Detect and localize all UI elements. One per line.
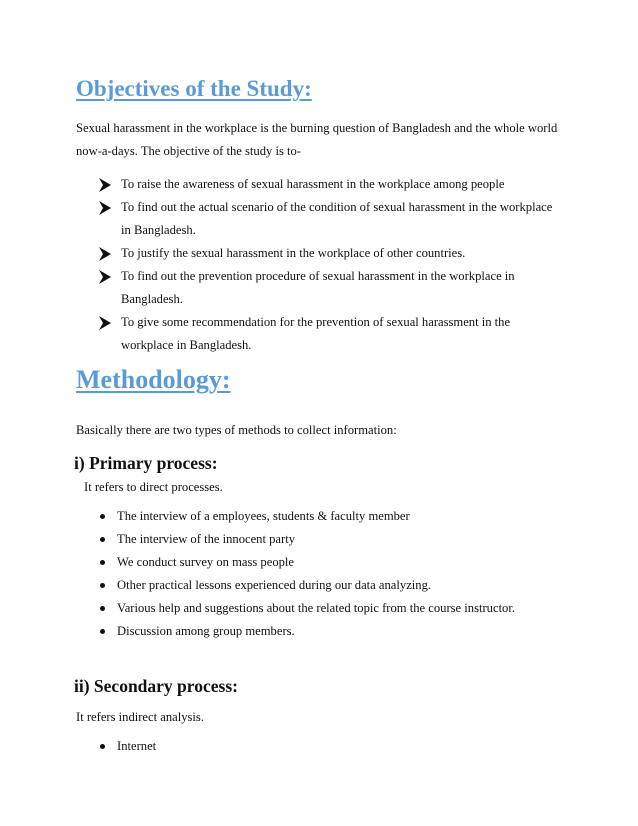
arrow-bullet-icon [98, 316, 111, 330]
bullet-dot-icon [100, 537, 105, 542]
arrow-bullet-icon [98, 201, 111, 215]
objective-item-4-cont: Bangladesh. [121, 292, 183, 306]
bullet-dot-icon [100, 744, 105, 749]
primary-item-3: We conduct survey on mass people [117, 555, 295, 569]
objectives-intro-line-1: Sexual harassment in the workplace is the burning question of Bangladesh and the whole world [76, 121, 558, 135]
methodology-intro: Basically there are two types of methods to collect information: [76, 423, 397, 437]
bullet-dot-icon [100, 560, 105, 565]
primary-process-heading: i) Primary process: [74, 453, 218, 473]
primary-item-1: The interview of a employees, students & faculty member [117, 509, 410, 523]
secondary-process-heading: ii) Secondary process: [74, 676, 238, 696]
arrow-bullet-icon [98, 270, 111, 284]
objectives-heading: Objectives of the Study: [76, 76, 312, 101]
primary-item-5: Various help and suggestions about the related topic from the course instructor. [117, 601, 516, 615]
bullet-dot-icon [100, 514, 105, 519]
primary-process-desc: It refers to direct processes. [84, 480, 223, 494]
methodology-heading: Methodology: [76, 365, 231, 394]
objectives-intro-line-2: now-a-days. The objective of the study is to- [76, 144, 302, 158]
objective-item-2-cont: in Bangladesh. [121, 223, 196, 237]
objective-item-5: To give some recommendation for the prevention of sexual harassment in the [121, 315, 511, 329]
objective-item-3: To justify the sexual harassment in the workplace of other countries. [121, 246, 466, 260]
primary-item-6: Discussion among group members. [117, 624, 295, 638]
arrow-bullet-icon [98, 247, 111, 261]
secondary-item-1: Internet [117, 739, 157, 753]
objective-item-2: To find out the actual scenario of the condition of sexual harassment in the workplace [121, 200, 553, 214]
objective-item-4: To find out the prevention procedure of sexual harassment in the workplace in [121, 269, 515, 283]
bullet-dot-icon [100, 629, 105, 634]
bullet-dot-icon [100, 583, 105, 588]
bullet-dot-icon [100, 606, 105, 611]
secondary-process-desc: It refers indirect analysis. [76, 710, 204, 724]
arrow-bullet-icon [98, 178, 111, 192]
objective-item-5-cont: workplace in Bangladesh. [121, 338, 252, 352]
primary-item-2: The interview of the innocent party [117, 532, 295, 546]
primary-item-4: Other practical lessons experienced during our data analyzing. [117, 578, 432, 592]
objective-item-1: To raise the awareness of sexual harassment in the workplace among people [121, 177, 505, 191]
